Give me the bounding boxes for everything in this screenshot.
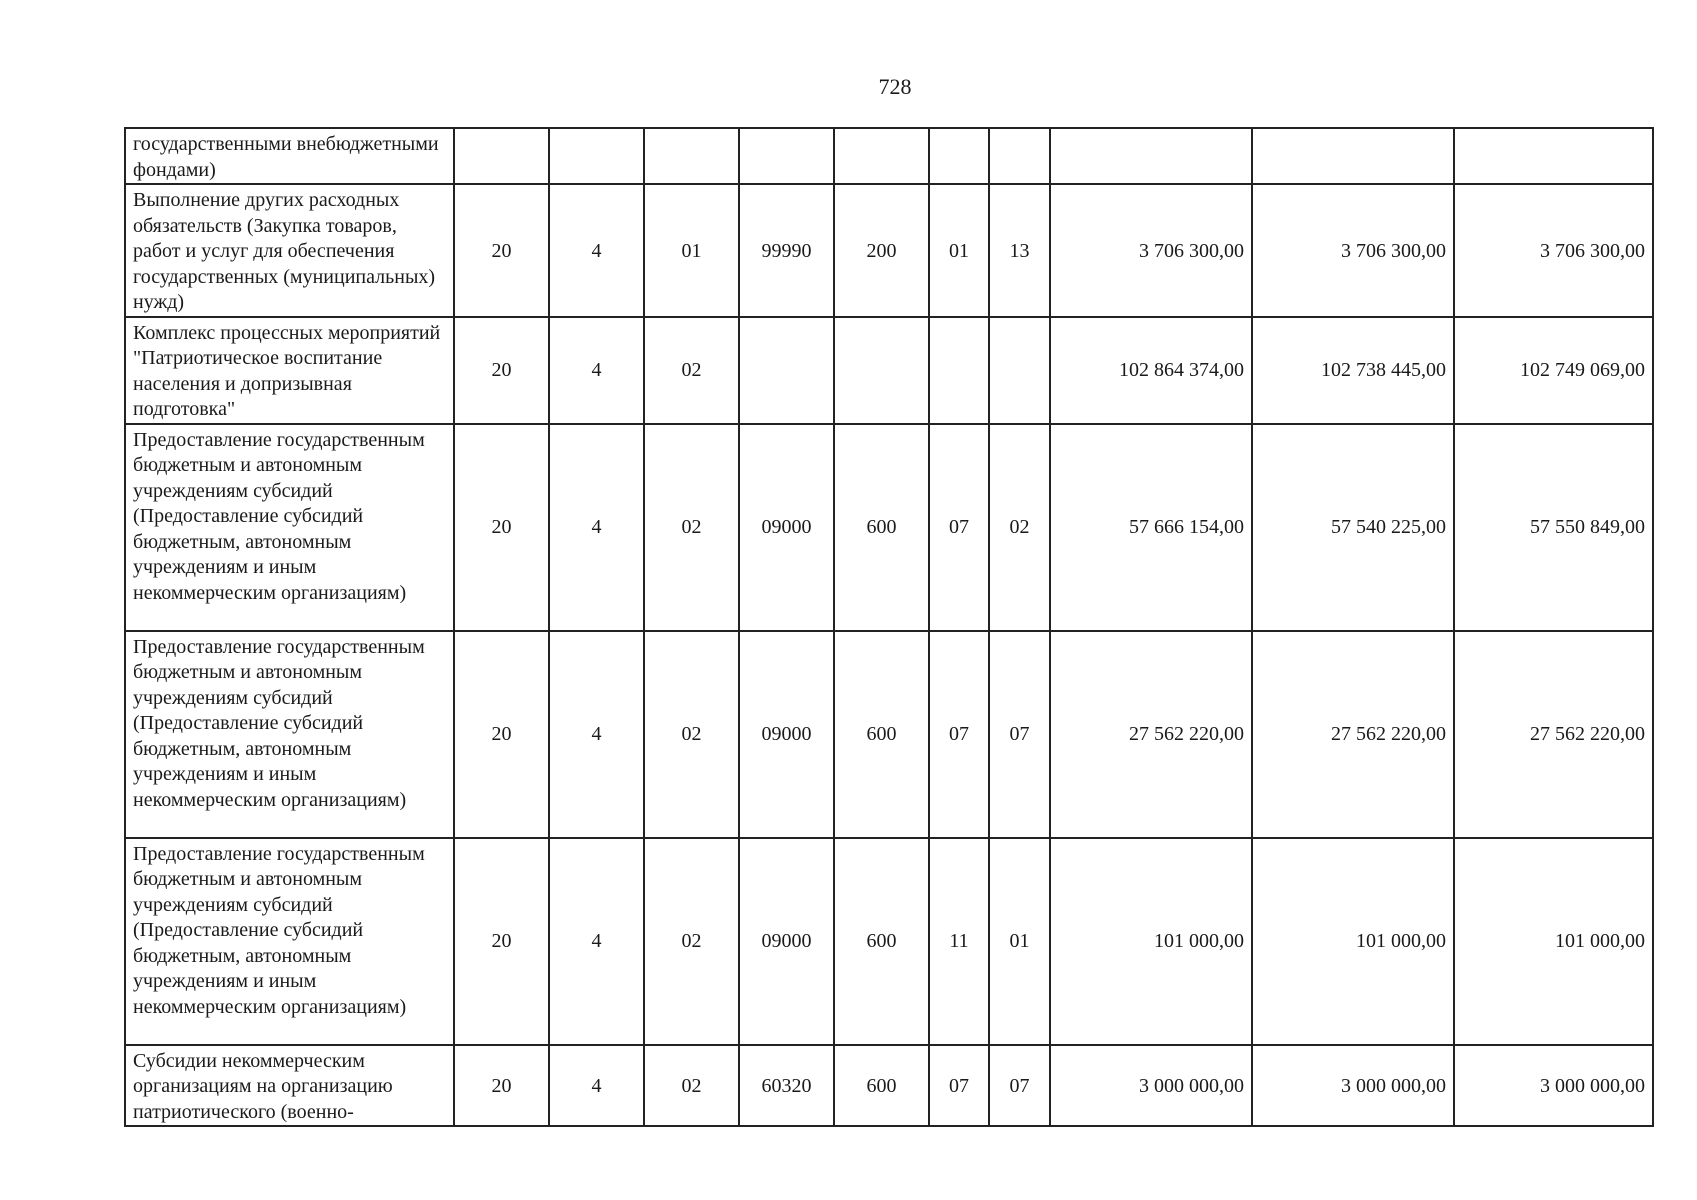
amount-cell: 3 706 300,00 [1454, 184, 1653, 317]
code-cell: 07 [929, 424, 989, 631]
code-cell: 600 [834, 424, 929, 631]
code-cell: 600 [834, 838, 929, 1045]
table-row [125, 184, 1653, 317]
budget-table [124, 127, 1654, 1127]
amount-cell: 27 562 220,00 [1454, 631, 1653, 838]
row-description: Предоставление государственным бюджетным и автономным учреждениям субсидий (Предоставление субсидий бюджетным, автономным учреждениям и иным некоммерческим организациям) [125, 631, 454, 838]
code-cell: 09000 [739, 424, 834, 631]
code-cell [989, 317, 1050, 424]
code-cell: 200 [834, 184, 929, 317]
code-cell: 02 [644, 424, 739, 631]
code-cell: 20 [454, 184, 549, 317]
code-cell: 20 [454, 317, 549, 424]
code-cell: 07 [989, 1045, 1050, 1127]
amount-cell [1252, 128, 1454, 184]
table-row [125, 424, 1653, 631]
row-description: государственными внебюджетными фондами) [125, 128, 454, 184]
amount-cell: 102 738 445,00 [1252, 317, 1454, 424]
code-cell: 09000 [739, 838, 834, 1045]
amount-cell [1050, 128, 1252, 184]
amount-cell: 3 000 000,00 [1454, 1045, 1653, 1127]
amount-cell: 27 562 220,00 [1252, 631, 1454, 838]
amount-cell: 3 000 000,00 [1252, 1045, 1454, 1127]
table-row [125, 128, 1653, 184]
code-cell: 99990 [739, 184, 834, 317]
row-description: Выполнение других расходных обязательств (Закупка товаров, работ и услуг для обеспечения государственных (муниципальных) нужд) [125, 184, 454, 317]
code-cell: 07 [989, 631, 1050, 838]
code-cell [454, 128, 549, 184]
code-cell: 20 [454, 838, 549, 1045]
code-cell: 600 [834, 1045, 929, 1127]
amount-cell: 101 000,00 [1252, 838, 1454, 1045]
table-row [125, 1045, 1653, 1127]
code-cell: 07 [929, 1045, 989, 1127]
code-cell [644, 128, 739, 184]
code-cell: 4 [549, 424, 644, 631]
amount-cell: 3 000 000,00 [1050, 1045, 1252, 1127]
code-cell [739, 128, 834, 184]
code-cell: 600 [834, 631, 929, 838]
amount-cell: 57 540 225,00 [1252, 424, 1454, 631]
code-cell: 02 [644, 317, 739, 424]
code-cell: 4 [549, 838, 644, 1045]
code-cell: 4 [549, 631, 644, 838]
code-cell: 60320 [739, 1045, 834, 1127]
amount-cell: 102 864 374,00 [1050, 317, 1252, 424]
amount-cell [1454, 128, 1653, 184]
amount-cell: 3 706 300,00 [1050, 184, 1252, 317]
amount-cell: 101 000,00 [1050, 838, 1252, 1045]
code-cell: 20 [454, 631, 549, 838]
code-cell: 4 [549, 184, 644, 317]
code-cell: 02 [989, 424, 1050, 631]
table-row [125, 631, 1653, 838]
code-cell: 01 [644, 184, 739, 317]
code-cell [549, 128, 644, 184]
amount-cell: 57 550 849,00 [1454, 424, 1653, 631]
table-row [125, 317, 1653, 424]
code-cell: 07 [929, 631, 989, 838]
code-cell: 20 [454, 424, 549, 631]
code-cell [834, 317, 929, 424]
row-description: Комплекс процессных мероприятий "Патриотическое воспитание населения и допризывная подготовка" [125, 317, 454, 424]
code-cell [739, 317, 834, 424]
code-cell: 4 [549, 317, 644, 424]
amount-cell: 3 706 300,00 [1252, 184, 1454, 317]
code-cell: 02 [644, 1045, 739, 1127]
code-cell: 09000 [739, 631, 834, 838]
code-cell: 01 [989, 838, 1050, 1045]
code-cell [929, 317, 989, 424]
page-number: 728 [878, 74, 912, 99]
code-cell: 02 [644, 838, 739, 1045]
code-cell [929, 128, 989, 184]
row-description: Предоставление государственным бюджетным и автономным учреждениям субсидий (Предоставление субсидий бюджетным, автономным учреждениям и иным некоммерческим организациям) [125, 838, 454, 1045]
code-cell: 13 [989, 184, 1050, 317]
code-cell: 02 [644, 631, 739, 838]
code-cell: 11 [929, 838, 989, 1045]
code-cell: 20 [454, 1045, 549, 1127]
code-cell: 01 [929, 184, 989, 317]
amount-cell: 102 749 069,00 [1454, 317, 1653, 424]
row-description: Субсидии некоммерческим организациям на организацию патриотического (военно- [125, 1045, 454, 1127]
code-cell [834, 128, 929, 184]
amount-cell: 57 666 154,00 [1050, 424, 1252, 631]
code-cell [989, 128, 1050, 184]
amount-cell: 27 562 220,00 [1050, 631, 1252, 838]
code-cell: 4 [549, 1045, 644, 1127]
row-description: Предоставление государственным бюджетным и автономным учреждениям субсидий (Предоставление субсидий бюджетным, автономным учреждениям и иным некоммерческим организациям) [125, 424, 454, 631]
amount-cell: 101 000,00 [1454, 838, 1653, 1045]
table-row [125, 838, 1653, 1045]
